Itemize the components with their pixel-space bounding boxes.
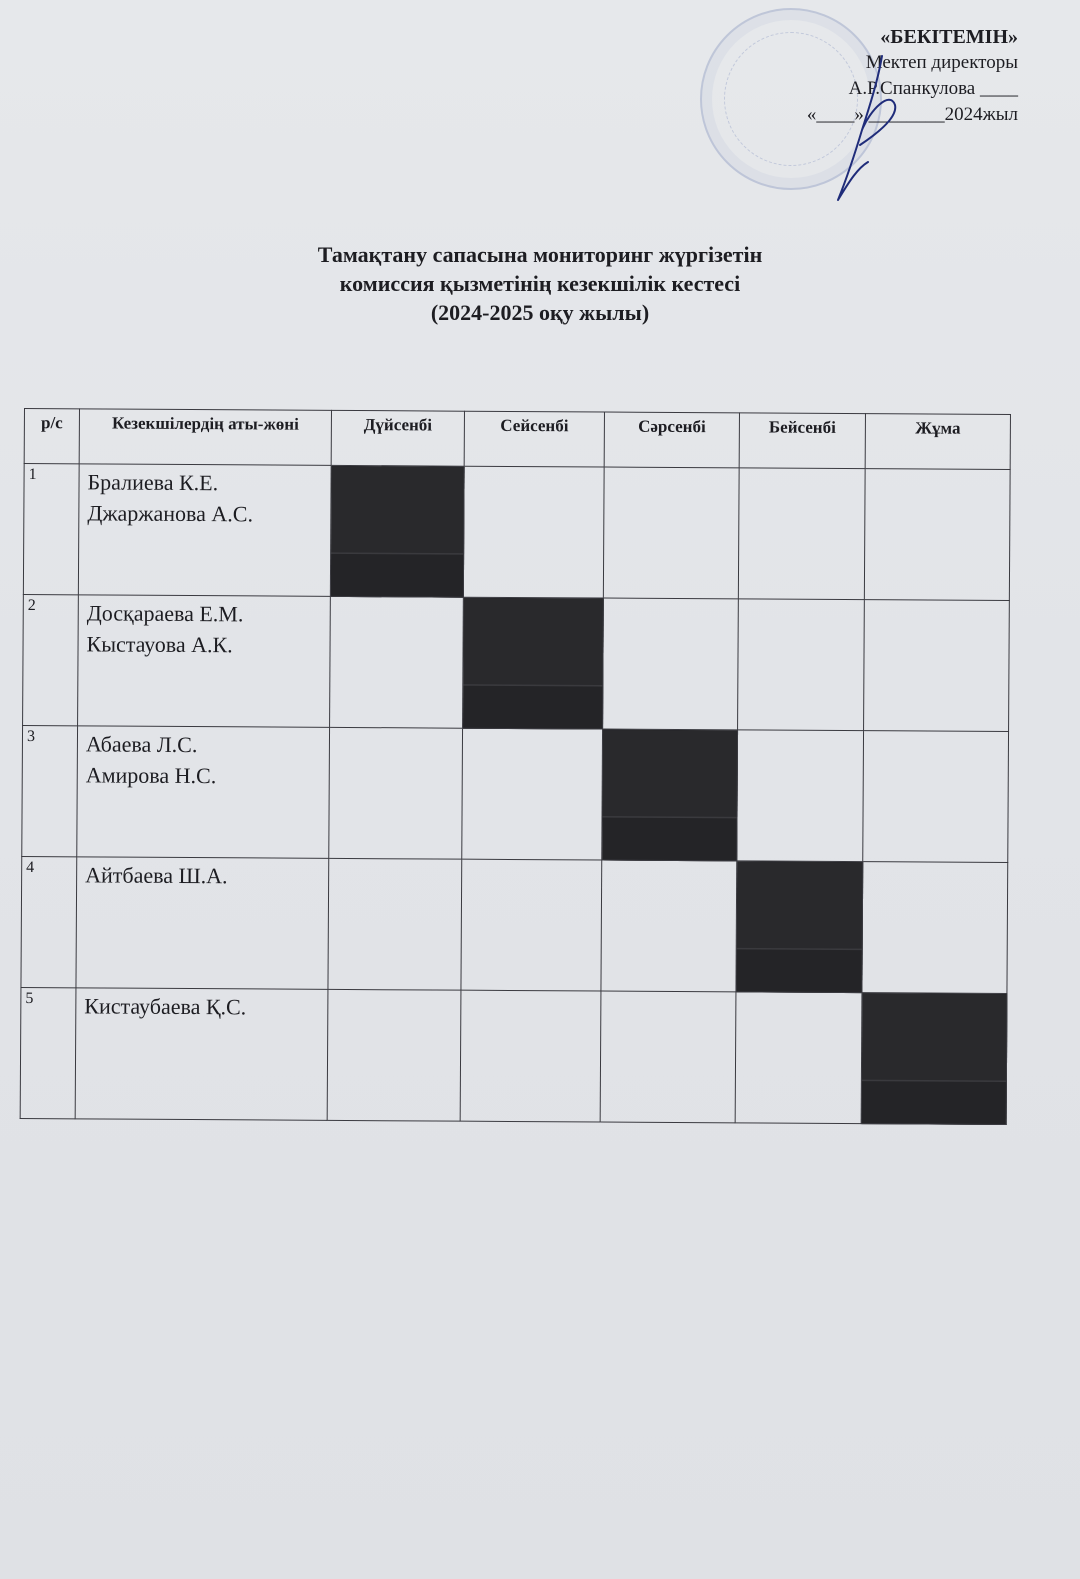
duty-cell-empty <box>461 859 602 991</box>
duty-cell-empty <box>601 860 737 992</box>
duty-cell-empty <box>738 599 865 731</box>
duty-cell-empty <box>600 991 736 1123</box>
row-num: 2 <box>23 594 79 725</box>
title-line-3: (2024-2025 оқу жылы) <box>430 300 650 325</box>
member-name: Кыстауова А.К. <box>86 631 233 658</box>
header-num: р/с <box>24 409 79 464</box>
duty-cell-empty <box>863 731 1009 863</box>
duty-cell-empty <box>460 990 601 1122</box>
duty-cell-empty <box>327 989 461 1121</box>
row-names <box>78 595 331 728</box>
duty-cell-empty <box>463 466 604 598</box>
duty-cell-empty <box>864 469 1010 601</box>
table-row <box>22 725 1009 862</box>
approval-position: Мектеп директоры <box>865 52 1018 73</box>
duty-cell-empty <box>603 598 739 730</box>
duty-cell-empty <box>603 467 739 599</box>
duty-schedule-table <box>20 408 1011 1125</box>
approval-name: А.Р.Спанкулова ____ <box>848 78 1018 99</box>
row-num: 5 <box>20 987 76 1118</box>
row-num: 3 <box>22 725 78 856</box>
duty-cell-empty <box>737 730 864 862</box>
table-row <box>21 856 1008 993</box>
title-line-1: Тамақтану сапасына мониторинг жүргізетін <box>317 242 763 267</box>
member-name: Джаржанова А.С. <box>87 500 254 527</box>
duty-cell-filled <box>463 597 604 729</box>
row-names <box>78 464 331 597</box>
row-names <box>76 857 329 990</box>
header-wednesday: Сәрсенбі <box>604 412 739 468</box>
duty-cell-empty <box>738 468 865 600</box>
duty-cell-empty <box>862 862 1008 994</box>
duty-cell-filled <box>736 861 863 993</box>
approval-date: «____» ________2024жыл <box>806 104 1018 125</box>
row-names <box>77 726 330 859</box>
row-num: 1 <box>23 464 79 595</box>
member-name: Абаева Л.С. <box>85 731 198 758</box>
director-signature <box>820 50 910 210</box>
row-num: 4 <box>21 856 77 987</box>
duty-cell-empty <box>864 600 1010 732</box>
table-header-row <box>24 409 1010 470</box>
duty-cell-empty <box>329 727 463 859</box>
member-name: Айтбаева Ш.А. <box>85 862 228 889</box>
duty-cell-empty <box>462 728 603 860</box>
header-thursday: Бейсенбі <box>739 413 865 469</box>
duty-cell-filled <box>861 993 1007 1125</box>
member-name: Бралиева К.Е. <box>87 469 219 496</box>
table-row <box>20 987 1007 1124</box>
duty-cell-filled <box>330 465 464 597</box>
header-names: Кезекшілердің аты-жөні <box>79 409 331 466</box>
duty-cell-filled <box>602 729 738 861</box>
document-title <box>0 240 1080 327</box>
member-name: Кистаубаева Қ.С. <box>84 993 247 1020</box>
title-line-2: комиссия қызметінің кезекшілік кестесі <box>339 271 741 296</box>
duty-cell-empty <box>328 858 462 990</box>
header-tuesday: Сейсенбі <box>464 411 604 467</box>
duty-cell-empty <box>330 596 464 728</box>
header-monday: Дүйсенбі <box>331 410 464 466</box>
approval-heading: «БЕКІТЕМІН» <box>880 26 1018 48</box>
table-row <box>23 464 1010 601</box>
header-friday: Жұма <box>865 414 1010 470</box>
row-names <box>75 988 328 1121</box>
duty-cell-empty <box>735 992 862 1124</box>
table-row <box>23 594 1010 731</box>
member-name: Досқараева Е.М. <box>86 600 244 627</box>
member-name: Амирова Н.С. <box>85 762 217 789</box>
